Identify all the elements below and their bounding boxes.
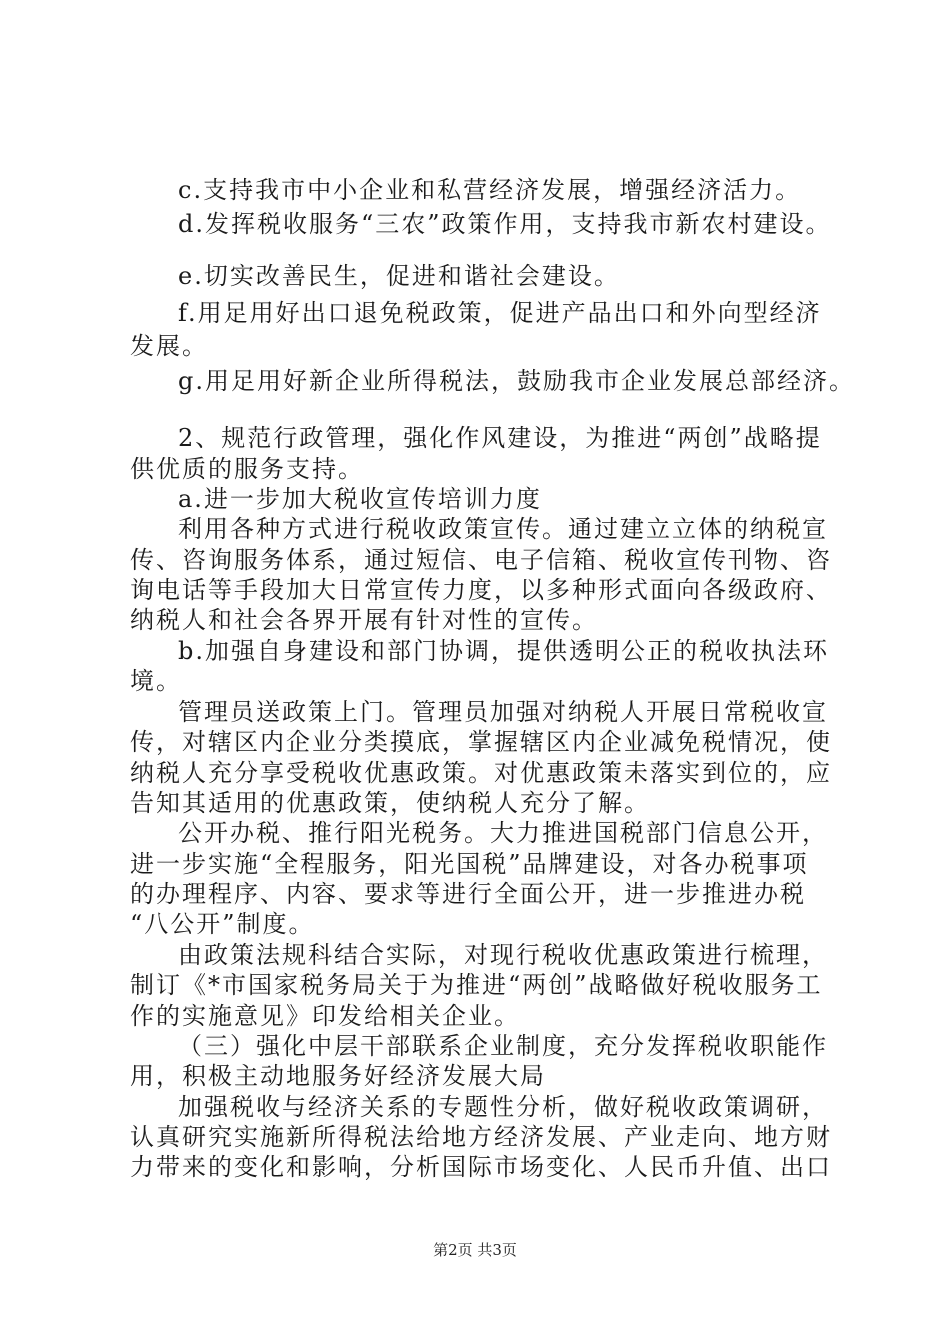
text-line: d.发挥税收服务“三农”政策作用，支持我市新农村建设。 [178, 210, 832, 238]
text-line: b.加强自身建设和部门协调，提供透明公正的税收执法环 [178, 637, 829, 665]
text-line: “八公开”制度。 [130, 910, 315, 938]
text-line: 的办理程序、内容、要求等进行全面公开，进一步推进办税 [130, 880, 806, 908]
text-line: 传、咨询服务体系，通过短信、电子信箱、税收宣传刊物、咨 [130, 546, 832, 574]
text-line: 用，积极主动地服务好经济发展大局 [130, 1062, 546, 1090]
text-line: 力带来的变化和影响，分析国际市场变化、人民币升值、出口 [130, 1153, 832, 1181]
text-line: e.切实改善民生，促进和谐社会建设。 [178, 262, 620, 290]
text-line: 作的实施意见》印发给相关企业。 [130, 1002, 520, 1030]
text-line: a.进一步加大税收宣传培训力度 [178, 485, 542, 513]
text-line: 境。 [130, 667, 182, 695]
text-line: 加强税收与经济关系的专题性分析，做好税收政策调研， [178, 1093, 828, 1121]
text-line: 公开办税、推行阳光税务。大力推进国税部门信息公开， [178, 819, 828, 847]
text-line: 传，对辖区内企业分类摸底，掌握辖区内企业减免税情况，使 [130, 728, 832, 756]
text-line: 发展。 [130, 332, 208, 360]
text-line: 利用各种方式进行税收政策宣传。通过建立立体的纳税宣 [178, 515, 828, 543]
text-line: （三）强化中层干部联系企业制度，充分发挥税收职能作 [178, 1032, 828, 1060]
text-line: 2、规范行政管理，强化作风建设，为推进“两创”战略提 [178, 424, 822, 452]
text-line: 纳税人和社会各界开展有针对性的宣传。 [130, 606, 598, 634]
text-line: 纳税人充分享受税收优惠政策。对优惠政策未落实到位的，应 [130, 759, 832, 787]
text-line: 由政策法规科结合实际，对现行税收优惠政策进行梳理， [178, 941, 828, 969]
text-line: 供优质的服务支持。 [130, 455, 364, 483]
text-line: f.用足用好出口退免税政策，促进产品出口和外向型经济 [178, 299, 822, 327]
text-line: 询电话等手段加大日常宣传力度，以多种形式面向各级政府、 [130, 576, 832, 604]
text-line: 告知其适用的优惠政策，使纳税人充分了解。 [130, 789, 650, 817]
text-line: 进一步实施“全程服务，阳光国税”品牌建设，对各办税事项 [130, 850, 809, 878]
text-line: c.支持我市中小企业和私营经济发展，增强经济活力。 [178, 176, 802, 204]
text-line: g.用足用好新企业所得税法，鼓励我市企业发展总部经济。 [178, 367, 855, 395]
text-line: 制订《*市国家税务局关于为推进“两创”战略做好税收服务工 [130, 971, 823, 999]
text-line: 管理员送政策上门。管理员加强对纳税人开展日常税收宣 [178, 698, 828, 726]
page-number-footer: 第2页 共3页 [433, 1241, 517, 1259]
text-line: 认真研究实施新所得税法给地方经济发展、产业走向、地方财 [130, 1123, 832, 1151]
